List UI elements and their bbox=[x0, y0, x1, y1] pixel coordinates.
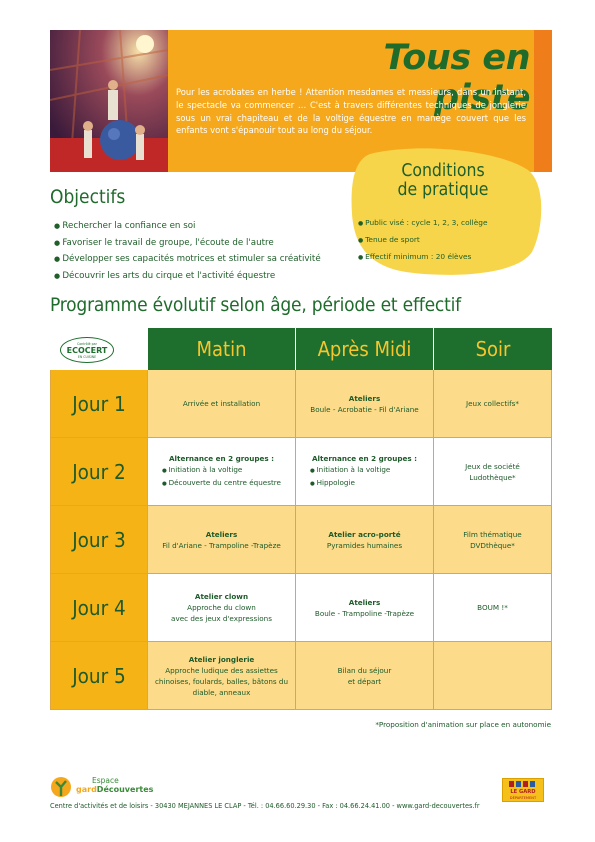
cell-line: Jeux collectifs* bbox=[465, 399, 520, 408]
ecocert-cell bbox=[50, 328, 148, 370]
cell-line: Boule - Acrobatie - Fil d'Ariane bbox=[310, 404, 419, 414]
cell-heading: Alternance en 2 groupes : bbox=[168, 454, 275, 463]
day-label: Jour 4 bbox=[50, 574, 148, 642]
day-label: Jour 1 bbox=[50, 370, 148, 438]
cell-soir bbox=[434, 438, 552, 506]
cell-line: Approche ludique des assiettes bbox=[165, 665, 278, 675]
logo-espace: Espace bbox=[92, 776, 119, 785]
gard-stripes-icon bbox=[509, 781, 537, 787]
cell-apres bbox=[296, 438, 434, 506]
espace-gard-decouvertes-logo bbox=[50, 776, 154, 800]
cell-soir bbox=[434, 574, 552, 642]
cell-bullet: ● Hippologie bbox=[310, 477, 390, 490]
ecocert-logo bbox=[60, 337, 114, 363]
day-label: Jour 5 bbox=[50, 642, 148, 710]
cell-bullet-list bbox=[310, 464, 390, 490]
footer-address: Centre d'activités et de loisirs - 30430 MEJANNES LE CLAP - Tél. : 04.66.60.29.30 - Fax : 04.66.24.41.00 - www.gard-decouvertes.fr bbox=[50, 802, 480, 810]
cell-line: Film thématique bbox=[463, 529, 522, 539]
cell-line: chinoises, foulards, balles, bâtons du bbox=[154, 676, 289, 686]
cell-matin bbox=[148, 438, 296, 506]
cell-line: BOUM !* bbox=[477, 603, 508, 612]
cell-line: Bilan du séjour bbox=[337, 665, 392, 675]
cell-apres bbox=[296, 370, 434, 438]
cell-line: avec des jeux d'expressions bbox=[171, 614, 272, 623]
table-row bbox=[50, 438, 552, 506]
cell-bullet: ● Initiation à la voltige bbox=[162, 464, 281, 477]
objectif-item: ● Développer ses capacités motrices et stimuler sa créativité bbox=[54, 254, 321, 271]
cell-line: et départ bbox=[347, 676, 382, 686]
cell-line: Fil d'Ariane - Trampoline -Trapèze bbox=[162, 540, 281, 550]
objectif-item: ● Favoriser le travail de groupe, l'écoute de l'autre bbox=[54, 238, 321, 255]
objectif-item: ● Rechercher la confiance en soi bbox=[54, 221, 321, 238]
ecocert-line2: ECOCERT bbox=[66, 345, 108, 355]
cell-matin bbox=[148, 574, 296, 642]
intro-text: Pour les acrobates en herbe ! Attention mesdames et messieurs, dans un instant, le spectacle va commencer … C'est à travers différentes techniques de jonglerie sous un vrai chapiteau et de la voltige équestre en manège couvert que les enfants vont s'épanouir tout au long du séjour. bbox=[176, 87, 526, 136]
cell-apres bbox=[296, 642, 434, 710]
cell-line: Jeux de société bbox=[465, 461, 520, 471]
cell-heading: Ateliers bbox=[348, 597, 381, 607]
table-row bbox=[50, 370, 552, 438]
conditions-item: ● Effectif minimum : 20 élèves bbox=[358, 252, 488, 261]
footnote: *Proposition d'animation sur place en autonomie bbox=[375, 720, 551, 729]
cell-bullet-list bbox=[162, 464, 281, 490]
logo-decouvertes: Découvertes bbox=[96, 785, 154, 794]
cell-line: Arrivée et installation bbox=[182, 399, 261, 408]
cell-heading: Alternance en 2 groupes : bbox=[311, 454, 418, 463]
cell-soir bbox=[434, 642, 552, 710]
le-gard-logo bbox=[502, 778, 544, 802]
table-row bbox=[50, 642, 552, 710]
cell-heading: Atelier clown bbox=[194, 592, 249, 601]
column-header-soir: Soir bbox=[434, 328, 552, 370]
cell-heading: Ateliers bbox=[205, 529, 238, 539]
column-header-apres-midi: Après Midi bbox=[296, 328, 434, 370]
conditions-item: ● Public visé : cycle 1, 2, 3, collège bbox=[358, 218, 488, 227]
day-label: Jour 2 bbox=[50, 438, 148, 506]
sun-tree-icon bbox=[50, 776, 72, 798]
cell-matin bbox=[148, 506, 296, 574]
cell-line: Pyramides humaines bbox=[326, 540, 403, 550]
objectif-item: ● Découvrir les arts du cirque et l'activité équestre bbox=[54, 271, 321, 288]
table-row bbox=[50, 506, 552, 574]
page-title: Tous en piste bbox=[383, 38, 530, 118]
ecocert-line1: Contrôlé par bbox=[77, 341, 97, 346]
objectifs-list bbox=[54, 221, 321, 288]
cell-soir bbox=[434, 506, 552, 574]
table-header-row bbox=[50, 328, 552, 370]
cell-line: Boule - Trampoline -Trapèze bbox=[314, 608, 415, 618]
cell-apres bbox=[296, 506, 434, 574]
conditions-item: ● Tenue de sport bbox=[358, 235, 488, 244]
table-row bbox=[50, 574, 552, 642]
objectifs-heading: Objectifs bbox=[50, 186, 126, 208]
cell-matin bbox=[148, 642, 296, 710]
cell-line: Ludothèque* bbox=[469, 472, 516, 482]
cell-heading: Atelier acro-porté bbox=[328, 529, 401, 539]
cell-bullet: ● Initiation à la voltige bbox=[310, 464, 390, 477]
conditions-panel bbox=[348, 148, 546, 278]
cell-apres bbox=[296, 574, 434, 642]
cell-soir bbox=[434, 370, 552, 438]
logo-gard: gard bbox=[76, 785, 97, 794]
cell-bullet: ● Découverte du centre équestre bbox=[162, 477, 281, 490]
day-label: Jour 3 bbox=[50, 506, 148, 574]
cell-line: DVDthèque* bbox=[470, 540, 515, 550]
conditions-title-line1: Conditions bbox=[401, 161, 485, 181]
programme-heading: Programme évolutif selon âge, période et effectif bbox=[50, 294, 461, 316]
cell-line: Approche du clown bbox=[187, 603, 256, 612]
gard-logo-title: LE GARD bbox=[510, 789, 536, 795]
conditions-title-line2: de pratique bbox=[397, 180, 489, 200]
cell-line: diable, anneaux bbox=[192, 687, 251, 697]
cell-matin bbox=[148, 370, 296, 438]
cell-heading: Ateliers bbox=[348, 393, 381, 403]
gard-logo-subtitle: DÉPARTEMENT bbox=[509, 796, 537, 800]
column-header-matin: Matin bbox=[148, 328, 296, 370]
conditions-list bbox=[358, 218, 488, 269]
cell-heading: Atelier jonglerie bbox=[188, 654, 255, 664]
circus-photo bbox=[50, 30, 168, 172]
ecocert-line3: EN CUISINE bbox=[77, 354, 97, 359]
